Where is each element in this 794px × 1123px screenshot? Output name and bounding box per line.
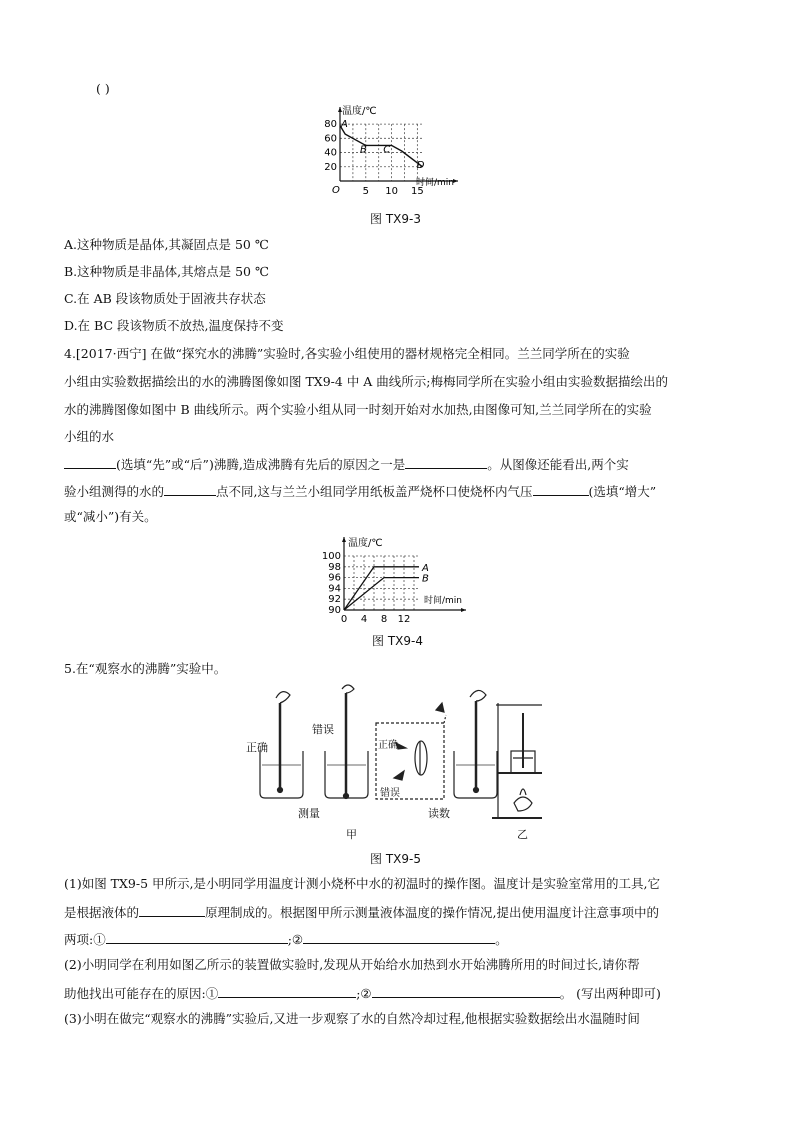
option-a: A.这种物质是晶体,其凝固点是 50 ℃ <box>64 237 269 252</box>
y-tick-label: 20 <box>324 161 337 173</box>
answer-blank[interactable] <box>139 902 205 917</box>
y-tick-label: 60 <box>324 133 337 145</box>
x-tick-label: 8 <box>380 614 388 624</box>
q4-line-4: 小组的水 <box>64 429 115 444</box>
x-tick-label: 0 <box>340 614 348 624</box>
heating-stand <box>492 703 542 818</box>
q5-title: 5.在“观察水的沸腾”实验中。 <box>64 661 227 676</box>
origin-label: O <box>332 185 340 196</box>
q4-line-3: 水的沸腾图像如图中 B 曲线所示。两个实验小组从同一时刻开始对水加热,由图像可知,兰兰同学所在的实验 <box>64 402 652 417</box>
q5-2-line-1: (2)小明同学在利用如图乙所示的装置做实验时,发现从开始给水加热到水开始沸腾所用的时间过长,请你帮 <box>64 957 640 972</box>
y-tick-label: 98 <box>328 561 341 573</box>
series-label: A <box>422 562 429 574</box>
label-jia: 甲 <box>346 828 357 841</box>
y-axis-label: 温度/℃ <box>342 106 377 117</box>
top-answer-bracket: ( ) <box>96 81 110 96</box>
y-tick-label: 90 <box>328 605 341 616</box>
figure-tx9-5 <box>246 683 546 833</box>
answer-blank[interactable] <box>533 481 589 496</box>
answer-blank[interactable] <box>164 481 216 496</box>
q4-line-6: 验小组测得的水的 点不同,这与兰兰小组同学用纸板盖严烧杯口使烧杯内气压 (选填“增大” <box>64 481 656 501</box>
temperature-curve <box>340 126 423 167</box>
x-tick-label: 15 <box>411 186 424 197</box>
beaker-wrong <box>325 685 368 799</box>
x-axis-arrow <box>461 608 466 612</box>
answer-blank[interactable] <box>218 983 356 998</box>
label-correct-reading: 正确 <box>378 740 398 751</box>
option-b: B.这种物质是非晶体,其熔点是 50 ℃ <box>64 264 269 279</box>
q5-1-line-1: (1)如图 TX9-5 甲所示,是小明同学用温度计测小烧杯中水的初温时的操作图。温度计是实验室常用的工具,它 <box>64 876 660 891</box>
y-tick-label: 94 <box>328 583 341 595</box>
figure-tx9-4-caption: 图 TX9-4 <box>372 634 423 648</box>
q5-2-line-2: 助他找出可能存在的原因:① ;② 。 (写出两种即可) <box>64 983 661 1003</box>
option-d: D.在 BC 段该物质不放热,温度保持不变 <box>64 318 284 333</box>
label-wrong-reading: 错误 <box>380 788 400 799</box>
q5-1-line-2: 是根据液体的 原理制成的。根据图甲所示测量液体温度的操作情况,提出使用温度计注意事项中的 <box>64 902 659 922</box>
label-yi: 乙 <box>517 828 528 841</box>
answer-blank[interactable] <box>64 454 116 469</box>
q5-1-line-3: 两项:① ;② 。 <box>64 929 508 949</box>
label-read: 读数 <box>428 807 450 820</box>
answer-blank[interactable] <box>303 929 495 944</box>
answer-blank[interactable] <box>372 983 560 998</box>
series-label: B <box>422 573 429 585</box>
x-tick-label: 4 <box>360 614 368 624</box>
y-tick-label: 40 <box>324 147 337 159</box>
q4-line-7: 或“减小”)有关。 <box>64 509 157 524</box>
x-axis-label: 时间/min <box>416 178 455 188</box>
label-wrong: 错误 <box>312 723 334 736</box>
point-label: C <box>383 144 391 156</box>
point-label: A <box>341 119 348 131</box>
point-label: D <box>416 159 425 171</box>
q4-line-1: 4.[2017·西宁] 在做“探究水的沸腾”实验时,各实验小组使用的器材规格完全相同。兰兰同学所在的实验 <box>64 346 630 361</box>
answer-blank[interactable] <box>106 929 288 944</box>
figure-tx9-3 <box>318 103 478 198</box>
y-tick-label: 80 <box>324 119 337 131</box>
option-c: C.在 AB 段该物质处于固液共存状态 <box>64 291 266 306</box>
x-tick-label: 12 <box>397 614 411 624</box>
x-tick-label: 10 <box>385 186 398 197</box>
x-axis-label: 时间/min <box>424 596 463 607</box>
y-tick-label: 96 <box>328 572 341 584</box>
answer-blank[interactable] <box>405 454 487 469</box>
y-tick-label: 92 <box>328 594 341 606</box>
x-tick-label: 5 <box>362 186 369 197</box>
beaker-reading <box>454 690 497 798</box>
figure-tx9-5-caption: 图 TX9-5 <box>370 852 421 866</box>
y-tick-label: 100 <box>321 551 341 562</box>
q4-line-2: 小组由实验数据描绘出的水的沸腾图像如图 TX9-4 中 A 曲线所示;梅梅同学所在实验小组由实验数据描绘出的 <box>64 374 668 389</box>
figure-tx9-4 <box>320 534 470 624</box>
figure-tx9-3-caption: 图 TX9-3 <box>370 212 421 226</box>
q5-3-line-1: (3)小明在做完“观察水的沸腾”实验后,又进一步观察了水的自然冷却过程,他根据实验数据绘出水温随时间 <box>64 1011 640 1026</box>
y-axis-arrow <box>342 537 346 542</box>
label-measure: 测量 <box>298 807 320 820</box>
q4-line-5: (选填“先”或“后”)沸腾,造成沸腾有先后的原因之一是 。从图像还能看出,两个实 <box>64 454 629 474</box>
point-label: B <box>360 144 367 156</box>
y-axis-label: 温度/℃ <box>348 538 383 549</box>
label-correct: 正确 <box>246 741 268 754</box>
